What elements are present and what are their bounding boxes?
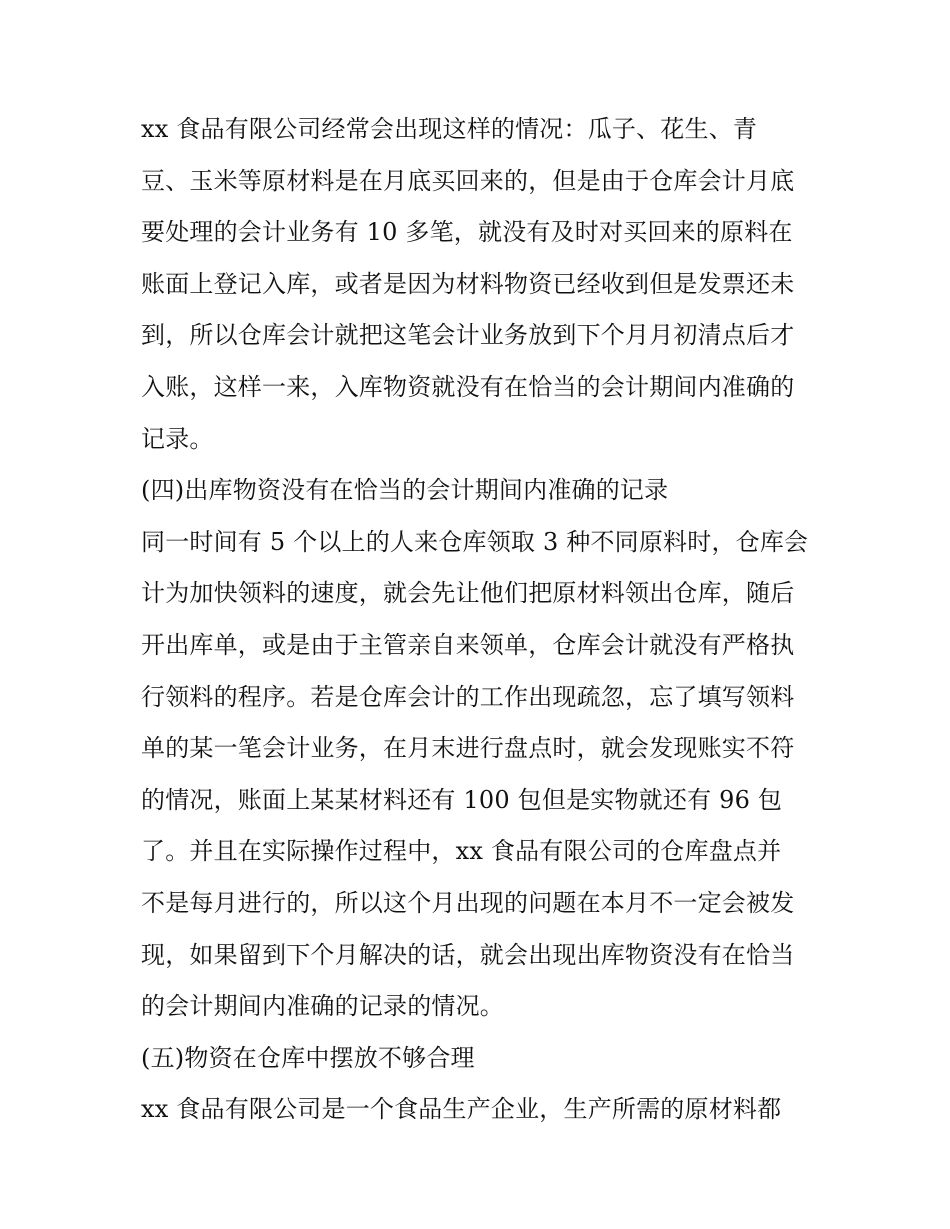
text-line: 计为加快领料的速度，就会先让他们把原材料领出仓库，随后 [141, 579, 795, 608]
text-line: 不是每月进行的，所以这个月出现的问题在本月不一定会被发 [141, 888, 795, 917]
text-line: xx 食品有限公司经常会出现这样的情况：瓜子、花生、青 [141, 115, 758, 143]
text-line: 了。并且在实际操作过程中，xx 食品有限公司的仓库盘点并 [141, 837, 782, 866]
text-line: 记录。 [141, 424, 214, 453]
text-line: 要处理的会计业务有 10 多笔，就没有及时对买回来的原料在 [141, 218, 793, 247]
text-line: 单的某一笔会计业务，在月末进行盘点时，就会发现账实不符 [141, 734, 795, 763]
section-heading-4: (四)出库物资没有在恰当的会计期间内准确的记录 [141, 476, 669, 505]
text-line: xx 食品有限公司是一个食品生产企业，生产所需的原材料都 [141, 1095, 782, 1124]
text-line: 入账，这样一来，入库物资就没有在恰当的会计期间内准确的 [141, 372, 795, 401]
text-line: 现，如果留到下个月解决的话，就会出现出库物资没有在恰当 [141, 940, 795, 969]
section-heading-5: (五)物资在仓库中摆放不够合理 [141, 1043, 475, 1072]
text-line: 账面上登记入库，或者是因为材料物资已经收到但是发票还未 [141, 269, 795, 298]
text-line: 同一时间有 5 个以上的人来仓库领取 3 种不同原料时，仓库会 [141, 527, 809, 556]
text-line: 的情况，账面上某某材料还有 100 包但是实物就还有 96 包 [141, 785, 783, 814]
text-line: 到，所以仓库会计就把这笔会计业务放到下个月月初清点后才 [141, 321, 795, 350]
text-line: 行领料的程序。若是仓库会计的工作出现疏忽，忘了填写领料 [141, 682, 795, 711]
text-line: 开出库单，或是由于主管亲自来领单，仓库会计就没有严格执 [141, 630, 795, 659]
text-line: 豆、玉米等原材料是在月底买回来的，但是由于仓库会计月底 [141, 166, 795, 195]
body-text [141, 104, 821, 1136]
text-line: 的会计期间内准确的记录的情况。 [141, 992, 504, 1021]
